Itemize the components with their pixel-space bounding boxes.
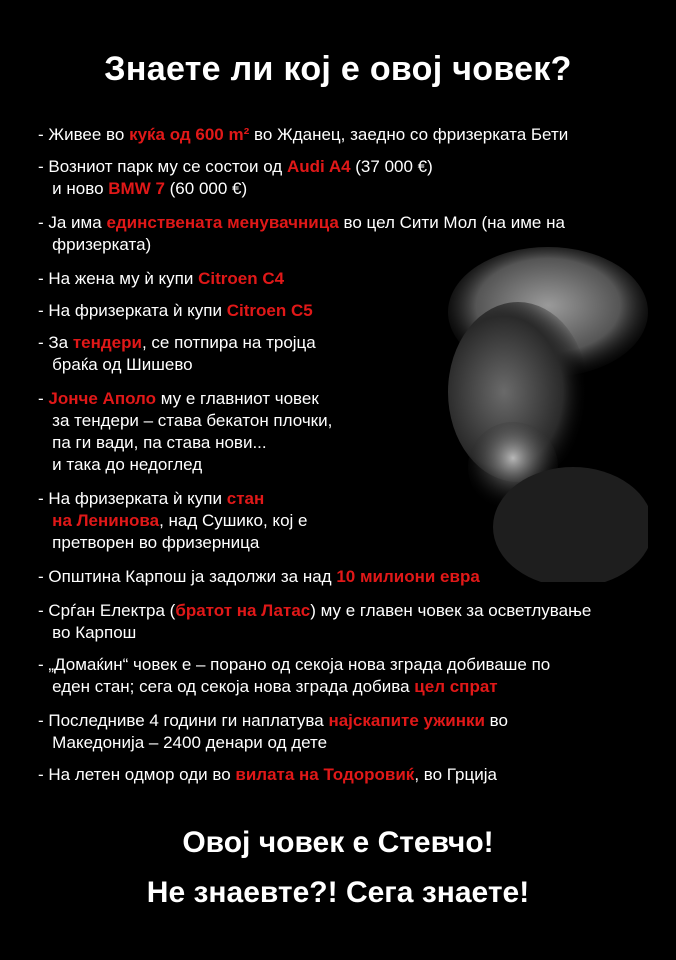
list-item-line xyxy=(38,432,332,454)
list-item-line xyxy=(38,532,307,554)
list-item-line xyxy=(38,388,332,410)
text-segment: , над Сушико, кој е xyxy=(159,511,308,530)
list-item xyxy=(38,300,313,322)
list-item xyxy=(38,654,550,698)
list-item-line xyxy=(38,566,480,588)
text-segment: - Ја има xyxy=(38,213,107,232)
highlight-text: братот на Латас xyxy=(175,601,311,620)
list-item-line xyxy=(38,178,433,200)
highlight-text: куќа од 600 m² xyxy=(129,125,250,144)
text-segment: - xyxy=(38,389,49,408)
highlight-text: стан xyxy=(226,489,265,508)
highlight-text: 10 милиони евра xyxy=(336,567,480,586)
text-segment: Македонија – 2400 денари од дете xyxy=(38,733,328,752)
list-item xyxy=(38,332,316,376)
list-item-line xyxy=(38,510,307,532)
text-segment xyxy=(38,511,52,530)
text-segment: - „Домаќин“ човек е – порано од секоја нова зграда добиваше по xyxy=(38,655,551,674)
list-item-line xyxy=(38,764,497,786)
text-segment: (60 000 €) xyxy=(164,179,248,198)
list-item-line xyxy=(38,212,565,234)
list-item-line xyxy=(38,410,332,432)
text-segment: - На жена му ѝ купи xyxy=(38,269,199,288)
text-segment: во xyxy=(484,711,508,730)
text-segment: - На летен одмор оди во xyxy=(38,765,236,784)
text-segment: - Живее во xyxy=(38,125,130,144)
list-item-line xyxy=(38,488,307,510)
list-item xyxy=(38,764,497,786)
page-title: Знаете ли кој е овој човек? xyxy=(104,50,572,88)
list-item xyxy=(38,488,307,554)
text-segment: - Општина Карпош ја задолжи за над xyxy=(38,567,337,586)
highlight-text: на Ленинова xyxy=(52,511,160,530)
text-segment: претворен во фризерница xyxy=(38,533,260,552)
list-item xyxy=(38,268,284,290)
highlight-text: Citroen C5 xyxy=(226,301,313,320)
highlight-text: BMW 7 xyxy=(108,179,165,198)
text-segment: и така до недоглед xyxy=(38,455,203,474)
text-segment: браќа од Шишево xyxy=(38,355,193,374)
list-item-line xyxy=(38,732,508,754)
footer-line-2: Не знаевте?! Сега знаете! xyxy=(146,876,530,909)
list-item-line xyxy=(38,234,565,256)
list-item-line xyxy=(38,454,332,476)
text-segment: му е главниот човек xyxy=(156,389,319,408)
highlight-text: најскапите ужинки xyxy=(328,711,485,730)
list-item-line xyxy=(38,268,284,290)
highlight-text: тендери xyxy=(72,333,142,352)
text-segment: за тендери – става бекатон плочки, xyxy=(38,411,333,430)
list-item-line xyxy=(38,332,316,354)
list-item xyxy=(38,600,591,644)
list-item-line xyxy=(38,622,591,644)
text-segment: фризерката) xyxy=(38,235,152,254)
list-item-line xyxy=(38,354,316,376)
text-segment: во Жданец, заедно со фризерката Бети xyxy=(249,125,569,144)
list-item-line xyxy=(38,600,591,622)
list-item-line xyxy=(38,676,550,698)
text-segment: и ново xyxy=(38,179,109,198)
list-item xyxy=(38,212,565,256)
text-segment: - На фризерката ѝ купи xyxy=(38,489,227,508)
list-item xyxy=(38,388,332,476)
list-item-line xyxy=(38,300,313,322)
text-segment: во цел Сити Мол (на име на xyxy=(338,213,565,232)
text-segment: , се потпира на тројца xyxy=(141,333,316,352)
text-segment: (37 000 €) xyxy=(350,157,433,176)
list-item-line xyxy=(38,156,433,178)
text-segment: - На фризерката ѝ купи xyxy=(38,301,227,320)
text-segment: - Срѓан Електра ( xyxy=(38,601,176,620)
man-portrait-image xyxy=(408,242,648,582)
highlight-text: Јонче Аполо xyxy=(48,389,157,408)
highlight-text: Citroen C4 xyxy=(198,269,285,288)
highlight-text: цел спрат xyxy=(414,677,498,696)
highlight-text: вилата на Тодоровиќ xyxy=(235,765,415,784)
list-item xyxy=(38,566,480,588)
text-segment: ) му е главен човек за осветлување xyxy=(310,601,592,620)
text-segment: во Карпош xyxy=(38,623,137,642)
text-segment: - За xyxy=(38,333,73,352)
footer-line-1: Овој човек е Стевчо! xyxy=(182,826,494,859)
highlight-text: Audi A4 xyxy=(286,157,351,176)
list-item-line xyxy=(38,710,508,732)
list-item xyxy=(38,124,568,146)
text-segment: еден стан; сега од секоја нова зграда добива xyxy=(38,677,415,696)
list-item xyxy=(38,710,508,754)
text-segment: - Последниве 4 години ги наплатува xyxy=(38,711,329,730)
list-item-line xyxy=(38,654,550,676)
highlight-text: единствената менувачница xyxy=(106,213,339,232)
text-segment: - Возниот парк му се состои од xyxy=(38,157,287,176)
list-item xyxy=(38,156,433,200)
text-segment: , во Грција xyxy=(414,765,497,784)
list-item-line xyxy=(38,124,568,146)
text-segment: па ги вади, па става нови... xyxy=(38,433,267,452)
